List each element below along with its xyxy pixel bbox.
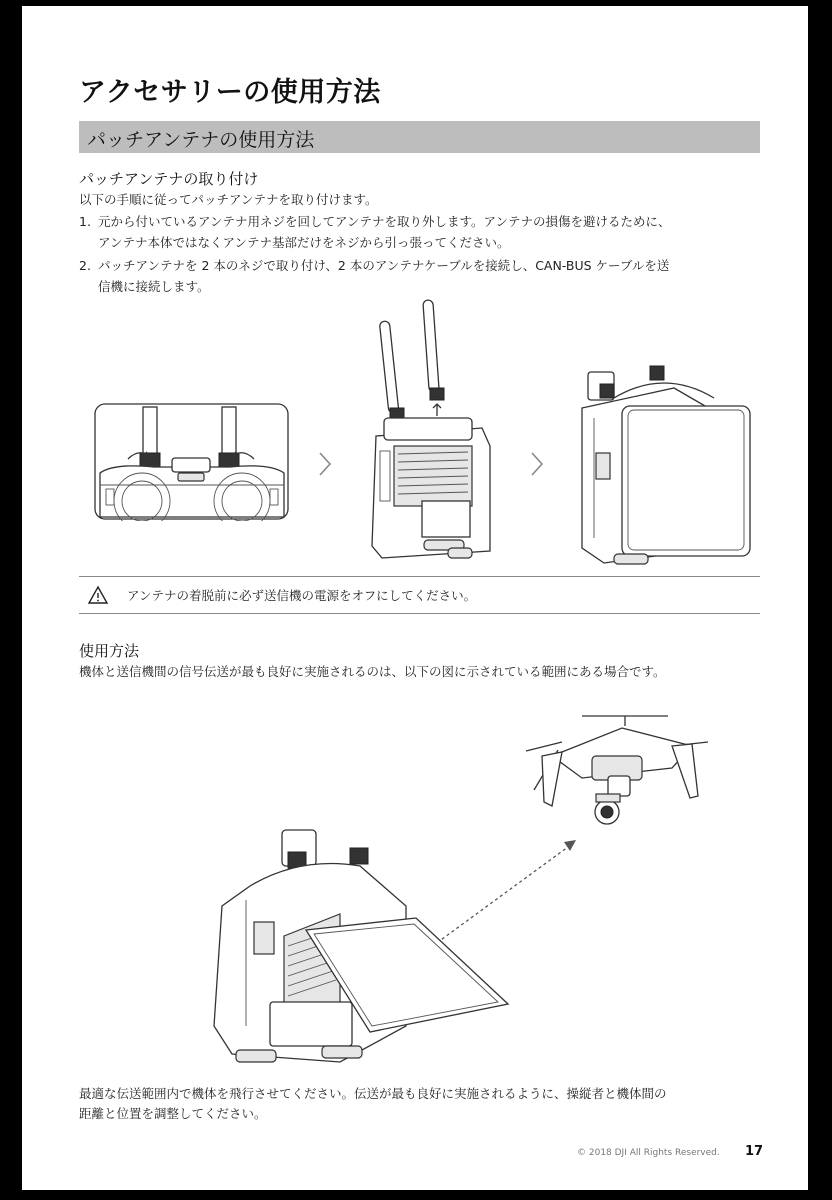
install-step-1 [79,211,769,255]
page-number: 17 [745,1144,764,1159]
section-title: パッチアンテナの使用方法 [87,129,315,151]
step-text-line: 元から付いているアンテナ用ネジを回してアンテナを取り外します。アンテナの損傷を避けるために、 [98,214,671,229]
transmitter-with-patch-antenna-illustration [574,358,752,574]
warning-box [79,576,760,614]
drone-illustration [522,706,712,836]
chevron-right-icon [316,450,334,478]
copyright-notice: © 2018 DJI All Rights Reserved. [577,1148,720,1158]
chevron-right-icon [528,450,546,478]
step-text-line: パッチアンテナを 2 本のネジで取り付け、2 本のアンテナケーブルを接続し、CAN-BUS ケーブルを送 [98,258,670,273]
page-title: アクセサリーの使用方法 [79,77,381,108]
usage-intro: 機体と送信機間の信号伝送が最も良好に実施されるのは、以下の図に示されている範囲にある場合です。 [79,664,666,679]
usage-note-line: 最適な伝送範囲内で機体を飛行させてください。伝送が最も良好に実施されるように、操縦者と機体間の [79,1086,667,1101]
install-heading: パッチアンテナの取り付け [79,170,259,188]
transmitter-patch-angle-illustration [210,826,512,1072]
antenna-removal-closeup-illustration [94,403,290,521]
step-text-line: 信機に接続します。 [98,279,210,294]
transmitter-with-antennas-illustration [364,296,494,566]
step-number: 2. [79,258,91,273]
usage-note [79,1084,667,1124]
section-header [79,121,760,153]
install-step-2 [79,255,769,299]
step-text-line: アンテナ本体ではなくアンテナ基部だけをネジから引っ張ってください。 [98,235,510,250]
step-number: 1. [79,214,91,229]
usage-note-line: 距離と位置を調整してください。 [79,1106,267,1121]
warning-triangle-icon [87,585,109,605]
install-intro: 以下の手順に従ってパッチアンテナを取り付けます。 [79,192,378,207]
usage-heading: 使用方法 [79,642,140,660]
warning-text: アンテナの着脱前に必ず送信機の電源をオフにしてください。 [127,588,477,603]
